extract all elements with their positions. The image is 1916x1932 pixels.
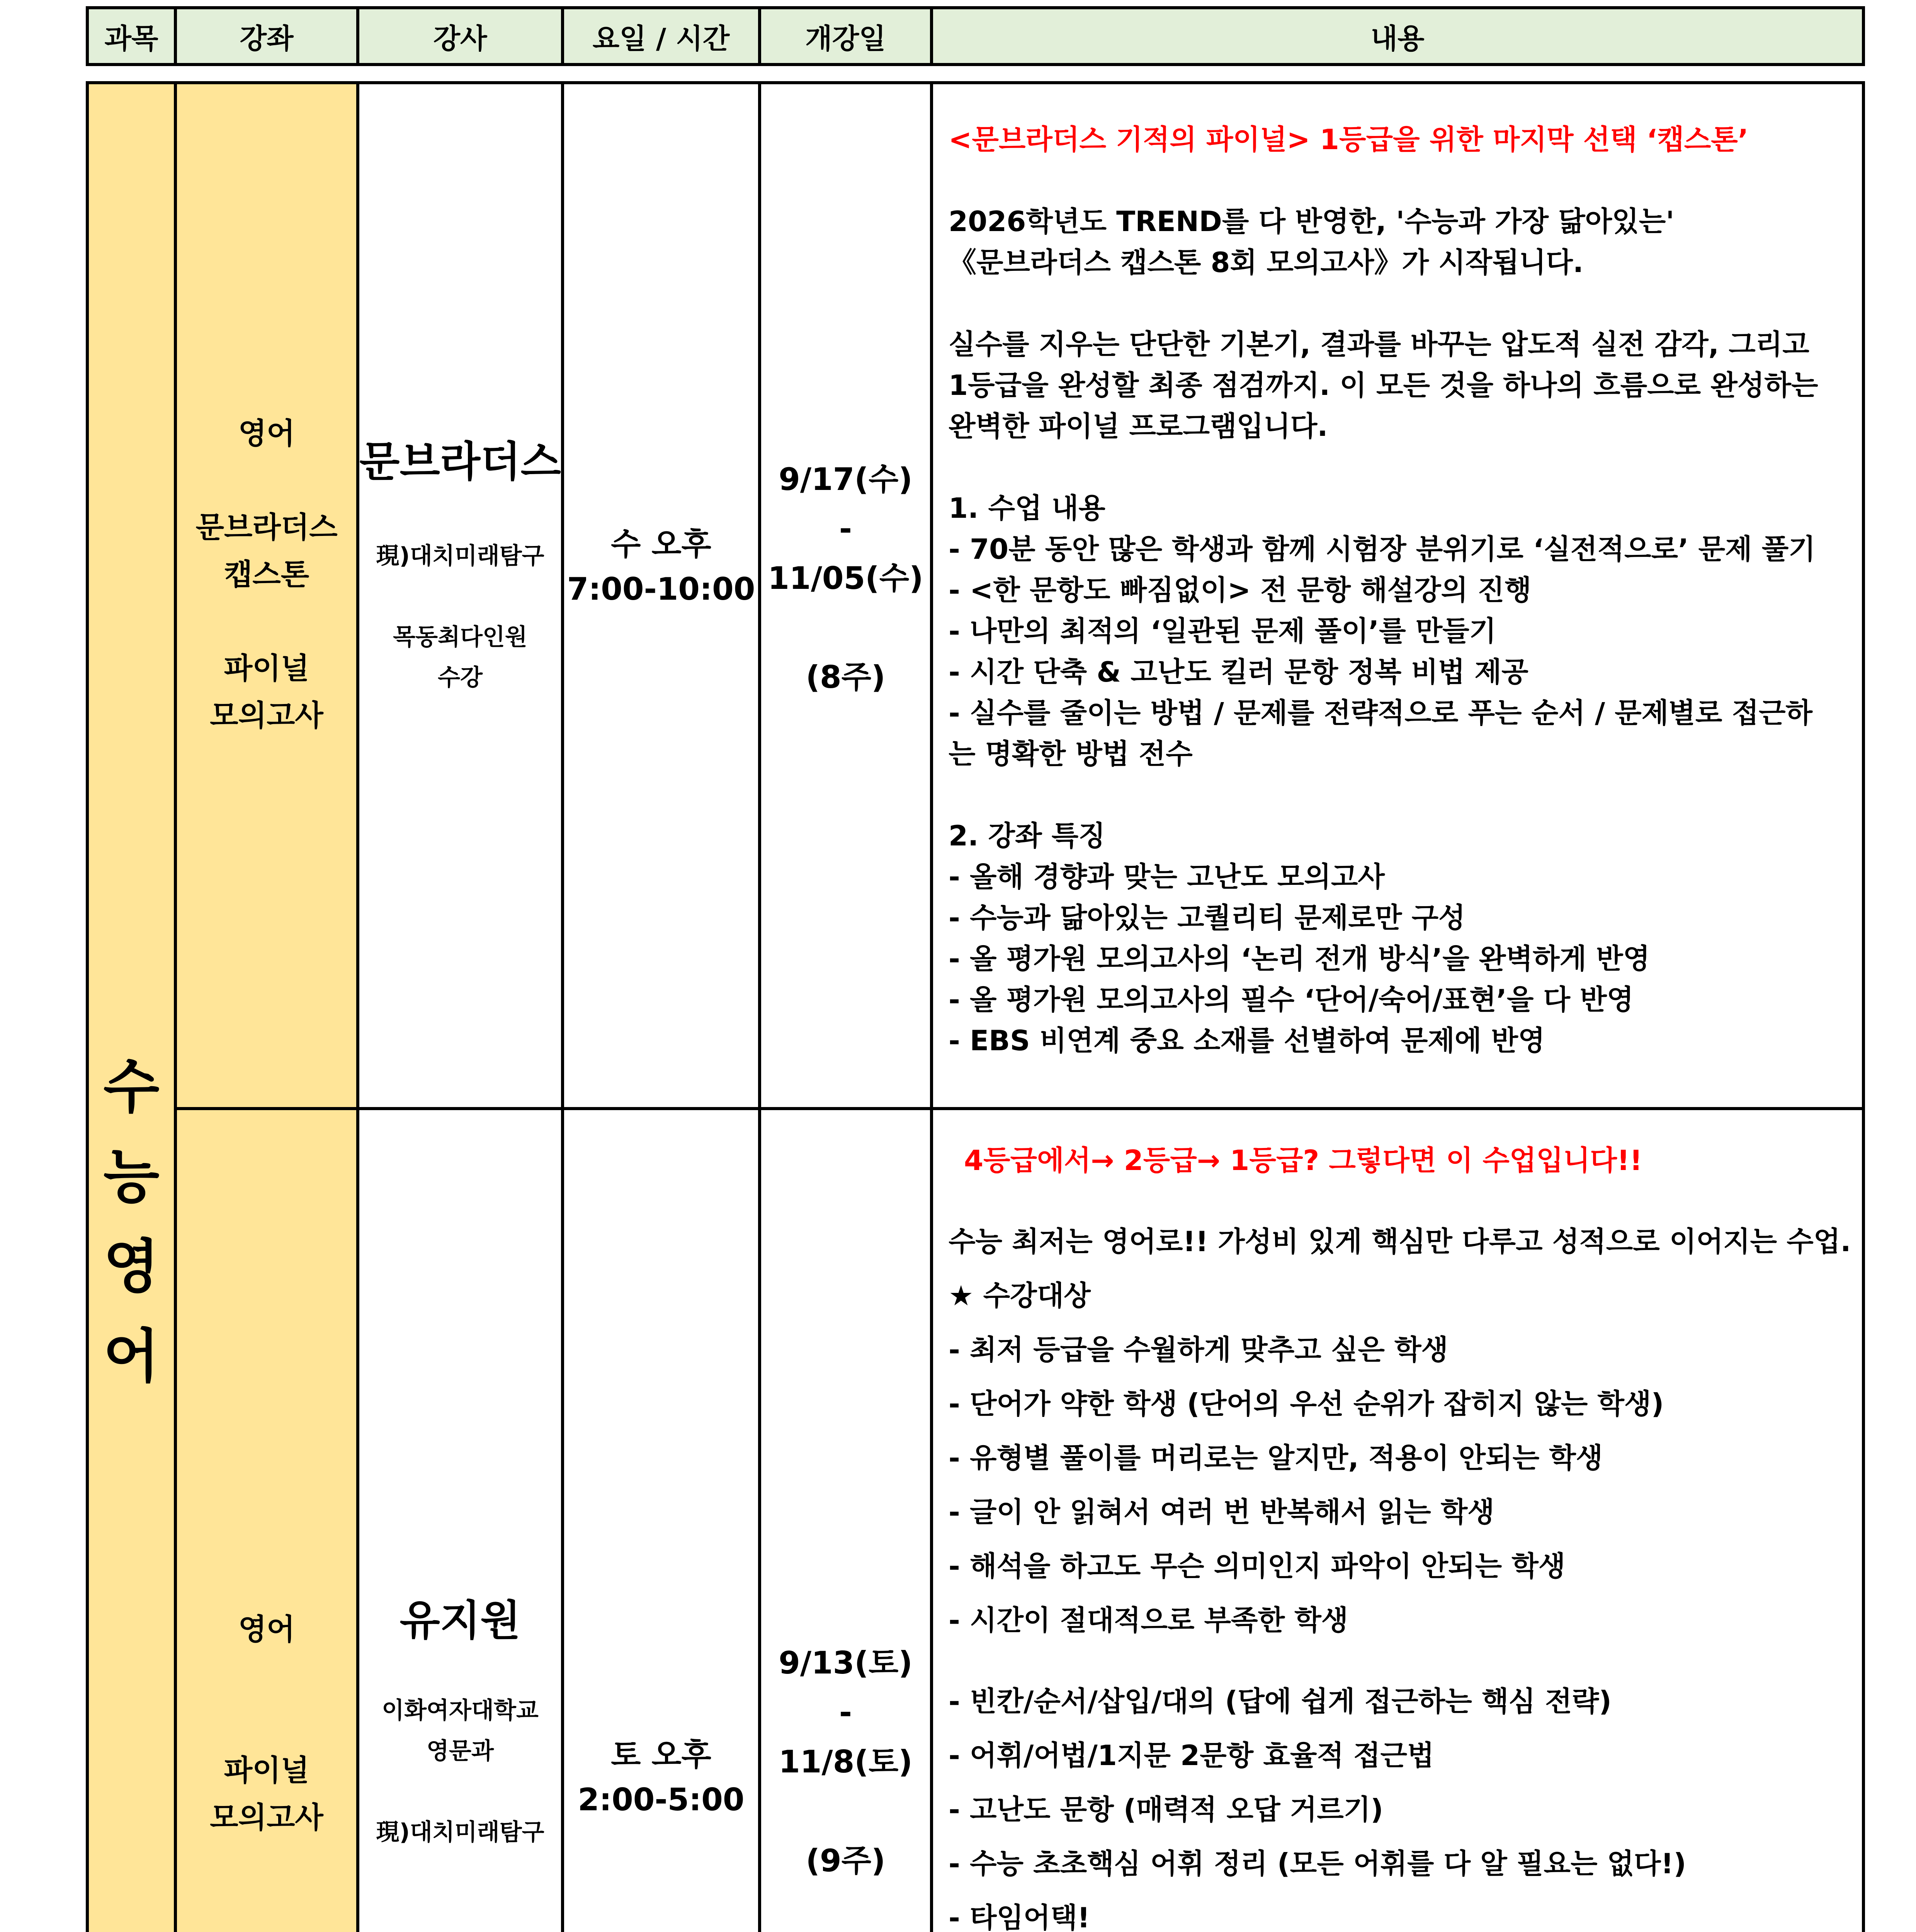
course-name — [177, 1606, 356, 1841]
content-line: 1등급을 완성할 최종 점검까지. 이 모든 것을 하나의 흐름으로 완성하는 — [949, 369, 1818, 401]
teacher-info-line: 목동최다인원 — [393, 623, 527, 651]
class-time — [564, 522, 758, 612]
content-spacer — [949, 774, 1846, 815]
teacher-info-spacer — [359, 577, 561, 617]
content-line: - 해석을 하고도 무슨 의미인지 파악이 안되는 학생 — [949, 1550, 1566, 1582]
content-line: - 70분 동안 많은 학생과 함께 시험장 분위기로 ‘실전적으로’ 문제 풀기 — [949, 533, 1816, 565]
start-date — [761, 1638, 930, 1886]
content-line: - 올 평가원 모의고사의 ‘논리 전개 방식’을 완벽하게 반영 — [949, 942, 1650, 975]
content-line: - EBS 비연계 중요 소재를 선별하여 문제에 반영 — [949, 1024, 1545, 1057]
content-line: - 시간이 절대적으로 부족한 학생 — [949, 1604, 1348, 1636]
content-line: - 수능과 닮아있는 고퀄리티 문제로만 구성 — [949, 901, 1465, 934]
date-line: (8주) — [806, 659, 886, 695]
content-spacer — [949, 447, 1846, 488]
content-cell — [932, 1109, 1863, 1932]
date-line-spacer — [761, 1787, 930, 1836]
subject-cell — [87, 83, 175, 1932]
content-spacer — [949, 1187, 1846, 1214]
content-cell — [932, 83, 1863, 1109]
start-date — [761, 455, 930, 702]
course-line: 문브라더스 — [196, 510, 338, 545]
teacher-cell — [358, 83, 563, 1109]
date-line: (9주) — [806, 1843, 886, 1879]
content-line: 수능 최저는 영어로!! 가성비 있게 핵심만 다루고 성적으로 이어지는 수업. — [949, 1225, 1851, 1258]
start-date-cell — [760, 1109, 932, 1932]
course-line: 모의고사 — [210, 1800, 323, 1835]
course-cell — [175, 83, 358, 1109]
header-content: 내용 — [932, 8, 1863, 65]
header-course: 강좌 — [175, 8, 358, 65]
course-line: 영어 — [238, 416, 295, 451]
schedule-cell — [563, 1109, 760, 1932]
header-start-date: 개강일 — [760, 8, 932, 65]
course-line-spacer — [177, 598, 356, 645]
content-line: - 어휘/어법/1지문 2문항 효율적 접근법 — [949, 1739, 1434, 1772]
teacher-career — [359, 536, 561, 698]
header-table — [86, 6, 1865, 66]
teacher-info-spacer — [359, 1772, 561, 1812]
content-line: 는 명확한 방법 전수 — [949, 738, 1193, 770]
teacher-info-line: 수강 — [438, 664, 483, 691]
subject-char: 어 — [103, 1323, 160, 1390]
course-line: 영어 — [238, 1612, 295, 1646]
teacher-name: 유지원 — [400, 1596, 521, 1645]
content-headline: 4등급에서→ 2등급→ 1등급? 그렇다면 이 수업입니다!! — [964, 1144, 1642, 1177]
course-table — [86, 81, 1865, 1932]
content-line: - 유형별 풀이를 머리로는 알지만, 적용이 안되는 학생 — [949, 1442, 1603, 1474]
subject-char: 영 — [103, 1233, 160, 1301]
content-line: - <한 문항도 빠짐없이> 전 문항 해설강의 진행 — [949, 574, 1532, 606]
content-line: - 실수를 줄이는 방법 / 문제를 전략적으로 푸는 순서 / 문제별로 접근하 — [949, 697, 1813, 729]
start-date-cell — [760, 83, 932, 1109]
header-row — [87, 8, 1863, 65]
date-line: 11/05(수) — [768, 560, 923, 596]
section-title: 1. 수업 내용 — [949, 492, 1105, 524]
course-line-spacer — [177, 457, 356, 504]
table-row — [87, 1109, 1863, 1932]
content-headline: <문브라더스 기적의 파이널> 1등급을 위한 마지막 선택 ‘캡스톤’ — [949, 123, 1749, 156]
content-line: - 나만의 최적의 ‘일관된 문제 풀이’를 만들기 — [949, 615, 1496, 647]
table-row — [87, 83, 1863, 1109]
content-spacer — [949, 160, 1846, 201]
content-line: 실수를 지우는 단단한 기본기, 결과를 바꾸는 압도적 실전 감각, 그리고 — [949, 328, 1809, 361]
subject-char: 능 — [103, 1143, 160, 1211]
class-time — [564, 1733, 758, 1822]
date-line: - — [839, 1694, 852, 1730]
course-cell — [175, 1109, 358, 1932]
content-spacer — [949, 1647, 1846, 1674]
teacher-info-line: 영문과 — [427, 1738, 494, 1765]
teacher-info-line: 이화여자대학교 — [382, 1697, 539, 1725]
content-line: - 고난도 문항 (매력적 오답 거르기) — [949, 1793, 1384, 1826]
course-line: 파이널 — [224, 651, 309, 686]
header-teacher: 강사 — [358, 8, 563, 65]
course-line: 캡스톤 — [224, 557, 309, 592]
course-line-spacer — [177, 1700, 356, 1747]
date-line: 9/13(토) — [779, 1645, 913, 1681]
course-line: 파이널 — [224, 1753, 309, 1788]
date-line: - — [839, 510, 852, 547]
content-line: ★ 수강대상 — [949, 1279, 1091, 1312]
teacher-block — [359, 435, 561, 698]
date-line: 11/8(토) — [779, 1744, 913, 1780]
date-line-spacer — [761, 603, 930, 653]
content-line: 2026학년도 TREND를 다 반영한, '수능과 가장 닮아있는' — [949, 205, 1675, 238]
schedule-cell — [563, 83, 760, 1109]
content-spacer — [949, 283, 1846, 324]
time-line: 2:00-5:00 — [578, 1782, 745, 1818]
content-line: - 올해 경향과 맞는 고난도 모의고사 — [949, 861, 1385, 893]
content-line: - 타임어택! — [949, 1901, 1090, 1932]
section-title: 2. 강좌 특징 — [949, 820, 1105, 852]
content-line: 《문브라더스 캡스톤 8회 모의고사》가 시작됩니다. — [949, 246, 1584, 279]
course-line-spacer — [177, 1653, 356, 1700]
date-line: 9/17(수) — [779, 461, 913, 497]
content-line: - 최저 등급을 수월하게 맞추고 싶은 학생 — [949, 1333, 1448, 1366]
content-line: - 글이 안 읽혀서 여러 번 반복해서 읽는 학생 — [949, 1496, 1494, 1528]
time-line: 수 오후 — [611, 526, 711, 562]
teacher-cell — [358, 1109, 563, 1932]
teacher-block — [359, 1594, 561, 1853]
header-subject: 과목 — [87, 8, 175, 65]
teacher-career — [359, 1690, 561, 1853]
teacher-info-line: 現)대치미래탐구 — [376, 542, 544, 570]
course-line: 모의고사 — [210, 698, 323, 733]
content-line: - 올 평가원 모의고사의 필수 ‘단어/숙어/표현’을 다 반영 — [949, 983, 1634, 1016]
content-line: - 빈칸/순서/삽입/대의 (답에 쉽게 접근하는 핵심 전략) — [949, 1685, 1612, 1718]
course-name — [177, 410, 356, 739]
content-line: - 단어가 약한 학생 (단어의 우선 순위가 잡히지 않는 학생) — [949, 1388, 1664, 1420]
teacher-info-line: 現)대치미래탐구 — [376, 1819, 544, 1846]
time-line: 토 오후 — [611, 1737, 711, 1773]
subject-char: 수 — [103, 1053, 160, 1121]
content-line: 완벽한 파이널 프로그램입니다. — [949, 410, 1328, 442]
content-line: - 수능 초초핵심 어휘 정리 (모든 어휘를 다 알 필요는 없다!) — [949, 1847, 1686, 1880]
subject-label — [89, 1019, 174, 1402]
teacher-name: 문브라더스 — [359, 438, 561, 486]
header-schedule: 요일 / 시간 — [563, 8, 760, 65]
time-line: 7:00-10:00 — [567, 571, 755, 607]
content-line: - 시간 단축 & 고난도 킬러 문항 정복 비법 제공 — [949, 656, 1528, 688]
